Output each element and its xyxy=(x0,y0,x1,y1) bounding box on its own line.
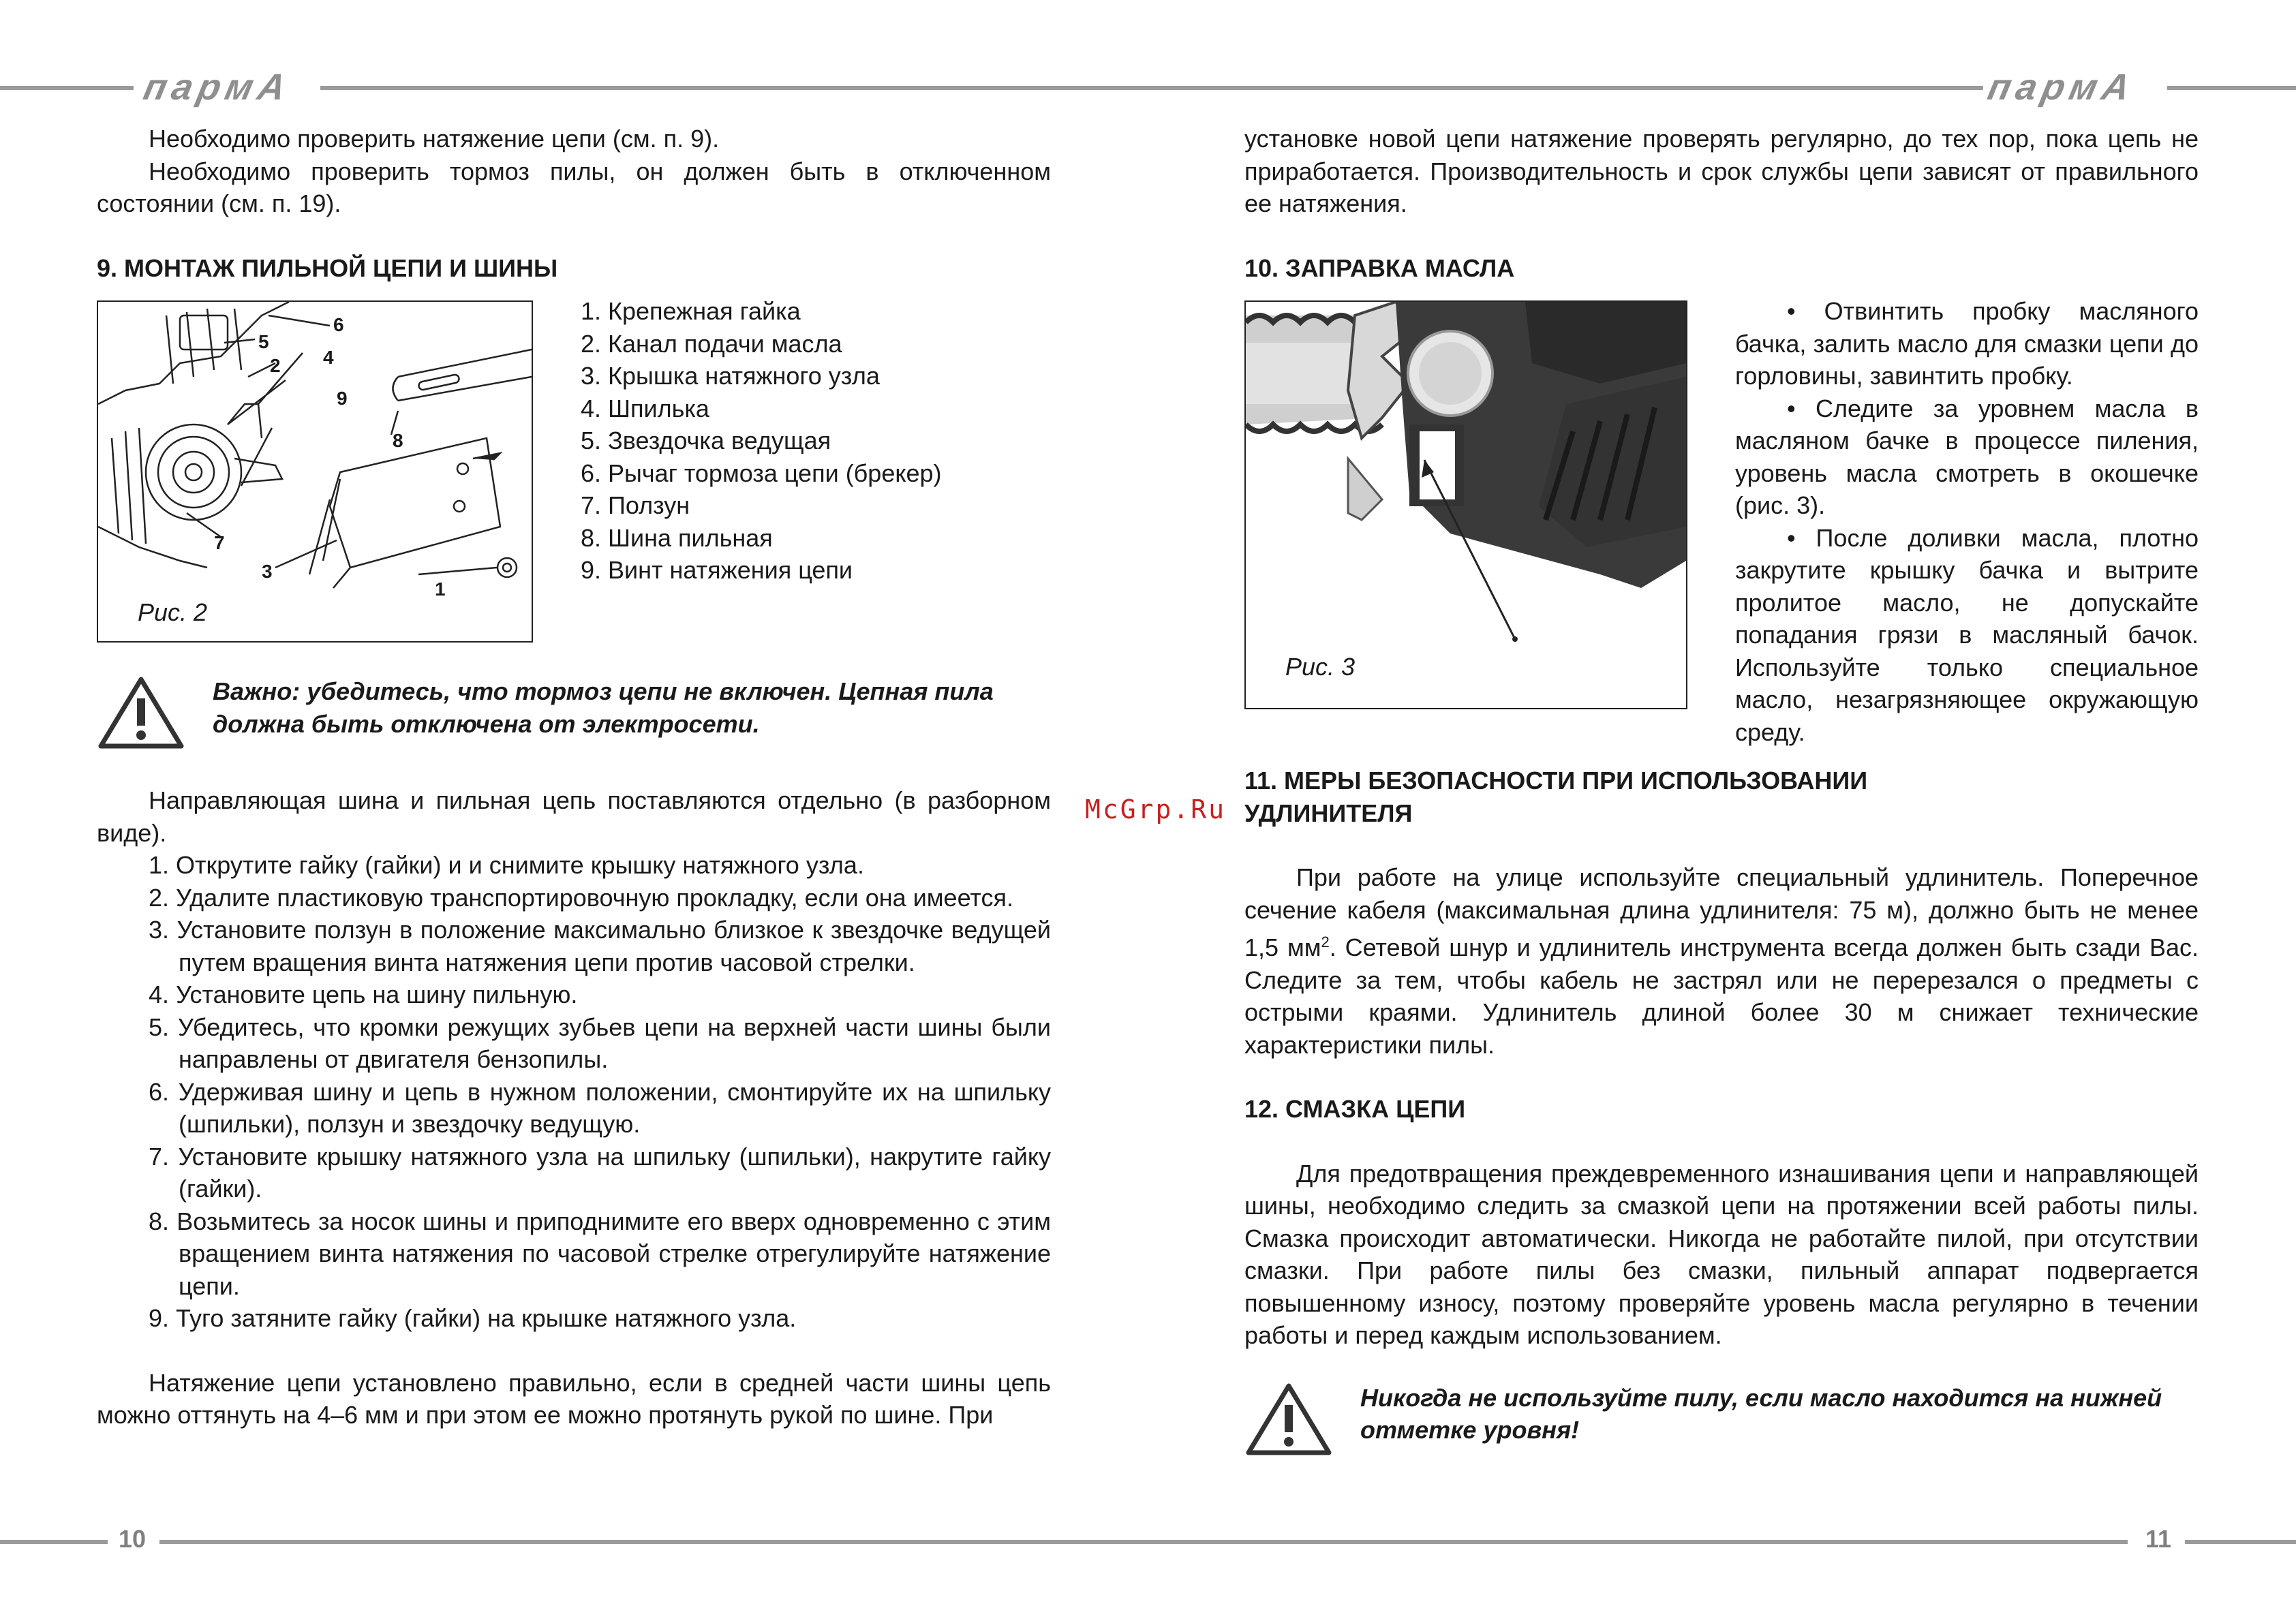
assembly-step: 8. Возьмитесь за носок шины и приподнимите его вверх одновременно с этим вращением винта натяжения по часовой стрелке отрегулируйте натяжение цепи. xyxy=(149,1207,1051,1300)
parts-list-item: 2. Канал подачи масла xyxy=(581,329,842,358)
warning-notice-right xyxy=(1244,1382,2199,1457)
warning-text-right: Никогда не используйте пилу, если масло находится на нижней отметке уровня! xyxy=(1360,1383,2162,1444)
warning-triangle-icon xyxy=(97,675,185,750)
chainsaw-assembly-drawing xyxy=(98,302,532,641)
section-11-paragraph xyxy=(1244,861,2199,1061)
figure-2-caption: Рис. 2 xyxy=(138,598,208,626)
footer-rule-right xyxy=(2185,1540,2296,1544)
figure-3-row xyxy=(1244,297,2199,748)
section-12-title: 12. СМАЗКА ЦЕПИ xyxy=(1244,1095,1466,1123)
section-11-title-line1: 11. МЕРЫ БЕЗОПАСНОСТИ ПРИ ИСПОЛЬЗОВАНИИ xyxy=(1244,767,1868,794)
continuation-paragraph: установке новой цепи натяжение проверять регулярно, до тех пор, пока цепь не приработается. Производительность и срок службы цепи зависят от правильного ее натяжения. xyxy=(1244,125,2199,217)
figure-2-callout-2: 2 xyxy=(270,355,281,376)
oil-instructions xyxy=(1735,295,2199,748)
figure-2-callout-4: 4 xyxy=(323,347,334,368)
assembly-intro: Направляющая шина и пильная цепь поставляются отдельно (в разборном виде). xyxy=(97,786,1051,847)
warning-triangle-icon xyxy=(1244,1382,1333,1457)
section-11-title xyxy=(1244,764,2199,829)
right-column xyxy=(1244,123,2199,1457)
parts-list-item: 5. Звездочка ведущая xyxy=(581,427,831,454)
warning-notice-left xyxy=(97,675,1051,750)
section-9-title: 9. МОНТАЖ ПИЛЬНОЙ ЦЕПИ И ШИНЫ xyxy=(97,253,558,282)
left-column xyxy=(97,123,1051,1432)
assembly-step: 5. Убедитесь, что кромки режущих зубьев цепи на верхней части шины были направлены от двигателя бензопилы. xyxy=(149,1013,1051,1073)
figure-2-callout-1: 1 xyxy=(435,578,446,600)
parts-list-item: 1. Крепежная гайка xyxy=(581,297,801,325)
figure-2-callout-7: 7 xyxy=(214,532,225,553)
tension-paragraph: Натяжение цепи установлено правильно, если в средней части шины цепь можно оттянуть на 4–6 мм и при этом ее можно протянуть рукой по шине. При xyxy=(97,1368,1051,1429)
assembly-steps xyxy=(97,849,1051,1335)
assembly-step: 6. Удерживая шину и цепь в нужном положении, смонтируйте их на шпильку (шпильки), ползун и звездочку ведущую. xyxy=(149,1077,1051,1138)
watermark: McGrp.Ru xyxy=(1085,794,1227,824)
page-number-left: 10 xyxy=(119,1525,147,1553)
oil-tank-photo xyxy=(1246,302,1686,708)
header-rule-center xyxy=(320,86,1983,90)
header-rule-left xyxy=(0,86,134,90)
brand-logo-left: пармА xyxy=(140,67,295,108)
oil-bullet: • Отвинтить пробку масляного бачка, залить масло для смазки цепи до горловины, завинтить пробку. xyxy=(1735,297,2199,390)
parts-list-item: 9. Винт натяжения цепи xyxy=(581,556,853,584)
brand-logo-right: пармА xyxy=(1984,67,2139,108)
parts-list-item: 3. Крышка натяжного узла xyxy=(581,362,880,390)
section-10-title: 10. ЗАПРАВКА МАСЛА xyxy=(1244,253,1515,282)
oil-bullet: • Следите за уровнем масла в масляном бачке в процессе пиления, уровень масла смотреть в окошечке (рис. 3). xyxy=(1735,394,2199,519)
figure-3 xyxy=(1244,300,1687,709)
section-11-text-a: При работе на улице используйте специальный удлинитель. Поперечное сечение кабеля (максимальная длина удлинителя: 75 м), должно быть не менее 1,5 мм xyxy=(1244,863,2199,961)
figure-2-row xyxy=(97,297,1051,643)
section-12-paragraph: Для предотвращения преждевременного изнашивания цепи и направляющей шины, необходимо следить за смазкой цепи на протяжении всей работы пилы. Смазка происходит автоматически. Никогда не работайте пилой, при отсутствии смазки. При работе пилы без смазки, пильный аппарат подвергается повышенному износу, поэтому проверяйте уровень масла регулярно в течении работы и перед каждым использованием. xyxy=(1244,1159,2199,1349)
figure-2-callout-3: 3 xyxy=(262,561,273,582)
figure-2-callout-9: 9 xyxy=(337,388,348,409)
header-rule-right xyxy=(2167,86,2296,90)
section-11-title-line2: УДЛИНИТЕЛЯ xyxy=(1244,799,1413,827)
page-number-right: 11 xyxy=(2145,1525,2172,1553)
intro-paragraph-1: Необходимо проверить натяжение цепи (см. п. 9). xyxy=(149,125,720,153)
parts-list xyxy=(581,295,942,587)
assembly-step: 3. Установите ползун в положение максимально близкое к звездочке ведущей путем вращения винта натяжения цепи против часовой стрелки. xyxy=(149,916,1051,976)
oil-bullet: • После доливки масла, плотно закрутите крышку бачка и вытрите пролитое масло, не допускайте попадания грязи в масляный бачок. Используйте только специальное масло, незагрязняющее окружающую среду. xyxy=(1735,523,2199,746)
section-11-text-b: . Сетевой шнур и удлинитель инструмента всегда должен быть сзади Вас. Следите за тем, чтобы кабель не застрял или не перерезался о предметы с острыми краями. Удлинитель длиной более 30 м снижает технические характеристики пилы. xyxy=(1244,933,2199,1059)
intro-paragraph-2: Необходимо проверить тормоз пилы, он должен быть в отключенном состоянии (см. п. 19). xyxy=(97,157,1051,217)
assembly-step: 9. Туго затяните гайку (гайки) на крышке натяжного узла. xyxy=(149,1304,797,1332)
assembly-step: 2. Удалите пластиковую транспортировочную прокладку, если она имеется. xyxy=(149,883,1013,912)
assembly-step: 4. Установите цепь на шину пильную. xyxy=(149,980,578,1008)
parts-list-item: 6. Рычаг тормоза цепи (брекер) xyxy=(581,459,942,487)
warning-text-left: Важно: убедитесь, что тормоз цепи не включен. Цепная пила должна быть отключена от электросети. xyxy=(213,677,994,738)
parts-list-item: 7. Ползун xyxy=(581,491,690,519)
assembly-step: 7. Установите крышку натяжного узла на шпильку (шпильки), накрутите гайку (гайки). xyxy=(149,1142,1051,1203)
figure-3-caption: Рис. 3 xyxy=(1285,653,1356,681)
section-11-superscript: 2 xyxy=(1321,933,1330,950)
parts-list-item: 8. Шина пильная xyxy=(581,523,773,552)
figure-2-callout-8: 8 xyxy=(393,430,403,451)
footer-rule-center xyxy=(159,1540,2128,1544)
figure-2 xyxy=(97,300,533,643)
parts-list-item: 4. Шпилька xyxy=(581,394,709,422)
assembly-step: 1. Открутите гайку (гайки) и и снимите крышку натяжного узла. xyxy=(149,851,864,879)
figure-2-callout-6: 6 xyxy=(333,314,344,335)
footer-rule-left xyxy=(0,1540,108,1544)
figure-2-callout-5: 5 xyxy=(258,331,269,352)
